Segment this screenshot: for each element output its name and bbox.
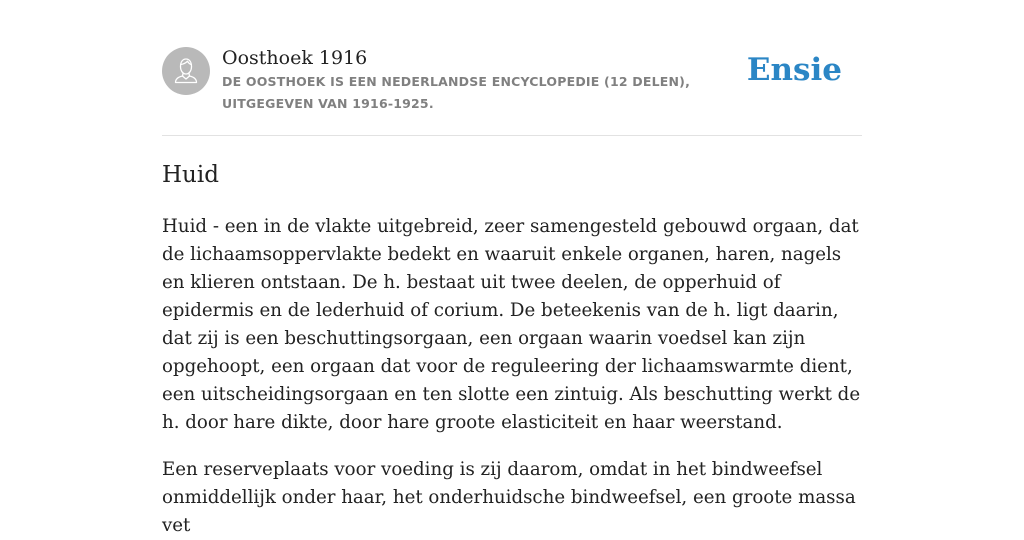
article-title: Huid (162, 162, 219, 188)
article-paragraph: Een reserveplaats voor voeding is zij daarom, omdat in het bindweefsel onmiddellijk onder haar, het onderhuidsche bindweefsel, een groote massa vet (162, 459, 856, 536)
source-description: DE OOSTHOEK IS EEN NEDERLANDSE ENCYCLOPEDIE (12 DELEN), UITGEGEVEN VAN 1916-1925. (222, 74, 691, 111)
article-paragraph: Huid - een in de vlakte uitgebreid, zeer samengesteld gebouwd orgaan, dat de lichaamsoppervlakte bedekt en waaruit enkele organen, haren, nagels en klieren ontstaan. De h. bestaat uit twee deelen, de opperhuid of epidermis en de lederhuid of corium. De beteekenis van de h. ligt daarin, dat zij is een beschuttingsorgaan, een orgaan waarin voedsel kan zijn opgehoopt, een orgaan dat voor de reguleering der lichaamswarmte dient, een uitscheidingsorgaan en ten slotte een zintuig. Als beschutting werkt de h. door hare dikte, door hare groote elasticiteit en haar weerstand. (162, 216, 861, 433)
avatar[interactable] (162, 47, 210, 95)
source-title[interactable]: Oosthoek 1916 (222, 47, 368, 69)
ensie-logo-link[interactable]: Ensie (746, 52, 842, 88)
page-container (162, 0, 862, 540)
article-body (162, 213, 862, 540)
user-icon (162, 47, 210, 95)
source-info (222, 45, 762, 115)
source-header (162, 0, 862, 136)
